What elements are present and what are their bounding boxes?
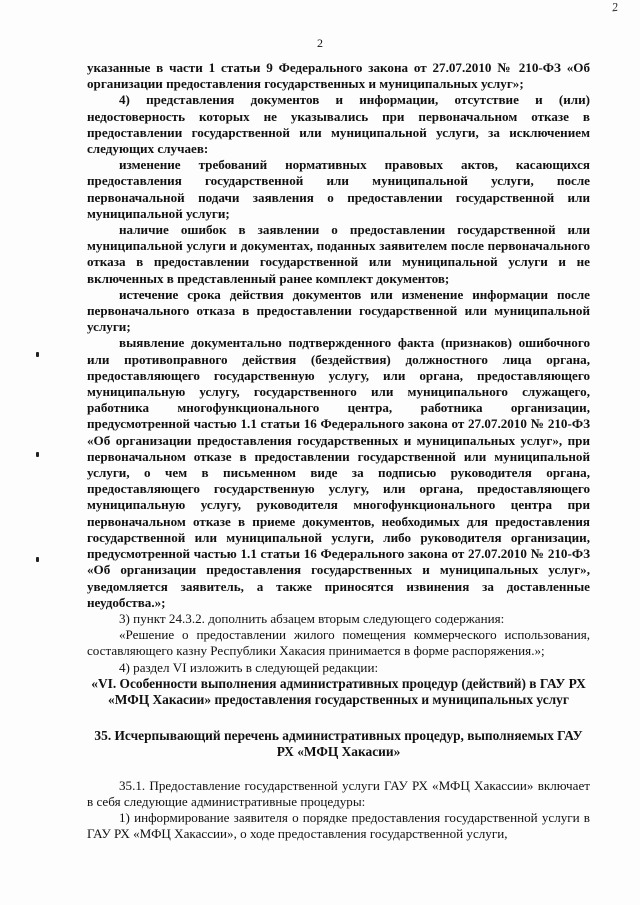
document-body (87, 60, 590, 842)
margin-punch-mark (36, 452, 39, 457)
paragraph: выявление документально подтвержденного факта (признаков) ошибочного или противоправного действия (бездействия) должностного лица органа, предоставляющего государственную услугу, или органа, предоставляющего муниципальную услугу, государственного или муниципального служащего, работника многофункционального центра, работника организации, предусмотренной частью 1.1 статьи 16 Федерального закона от 27.07.2010 № 210-ФЗ «Об организации предоставления государственных и муниципальных услуг», при первоначальном отказе в предоставлении государственной или муниципальной услуги, о чем в письменном виде за подписью руководителя органа, предоставляющего государственную услугу, или органа, предоставляющего муниципальную услугу, руководителя многофункционального центра при первоначальном отказе в приеме документов, необходимых для предоставления государственной или муниципальной услуги, либо руководителя организации, предусмотренной частью 1.1 статьи 16 Федерального закона от 27.07.2010 № 210-ФЗ «Об организации предоставления государственных и муниципальных услуг», уведомляется заявитель, а также приносятся извинения за доставленные неудобства.»; (87, 335, 590, 610)
subsection-heading: 35. Исчерпывающий перечень административных процедур, выполняемых ГАУ РХ «МФЦ Хакасии» (94, 728, 583, 760)
paragraph: 1) информирование заявителя о порядке предоставления государственной услуги в ГАУ РХ «МФЦ Хакассии», о ходе предоставления государственной услуги, (87, 809, 590, 842)
paragraph: изменение требований нормативных правовых актов, касающихся предоставления государственной или муниципальной услуги, после первоначальной подачи заявления о предоставлении государственной или муниципальной услуги; (87, 157, 590, 221)
paragraph: 3) пункт 24.3.2. дополнить абзацем вторым следующего содержания: (119, 610, 505, 626)
paragraph: наличие ошибок в заявлении о предоставлении государственной или муниципальной услуги и документах, поданных заявителем после первоначального отказа в предоставлении государственной или муниципальной услуги и не включенных в представленный ранее комплект документов; (87, 222, 590, 286)
paragraph: 4) представления документов и информации, отсутствие и (или) недостоверность которых не указывались при первоначальном отказе в предоставлении государственной или муниципальной услуги, за исключением следующих случаев: (87, 92, 590, 157)
paragraph: истечение срока действия документов или изменение информации после первоначального отказа в предоставлении государственной или муниципальной услуги; (87, 286, 590, 335)
margin-punch-mark (36, 352, 39, 357)
page-number: 2 (317, 36, 323, 50)
section-heading: «VI. Особенности выполнения административных процедур (действий) в ГАУ РХ «МФЦ Хакасии» предоставления государственных и муниципальных услуг (91, 675, 586, 707)
paragraph: «Решение о предоставлении жилого помещения коммерческого использования, составляющего казну Республики Хакасия принимается в форме распоряжения.»; (87, 627, 590, 659)
margin-punch-mark (36, 557, 39, 562)
paragraph: указанные в части 1 статьи 9 Федерального закона от 27.07.2010 № 210-ФЗ «Об организации предоставления государственных и муниципальных услуг»; (87, 60, 590, 92)
handwritten-page-mark: 2 (610, 0, 619, 15)
paragraph: 4) раздел VI изложить в следующей редакции: (119, 659, 379, 675)
paragraph: 35.1. Предоставление государственной услуги ГАУ РХ «МФЦ Хакассии» включает в себя следующие административные процедуры: (87, 777, 590, 809)
